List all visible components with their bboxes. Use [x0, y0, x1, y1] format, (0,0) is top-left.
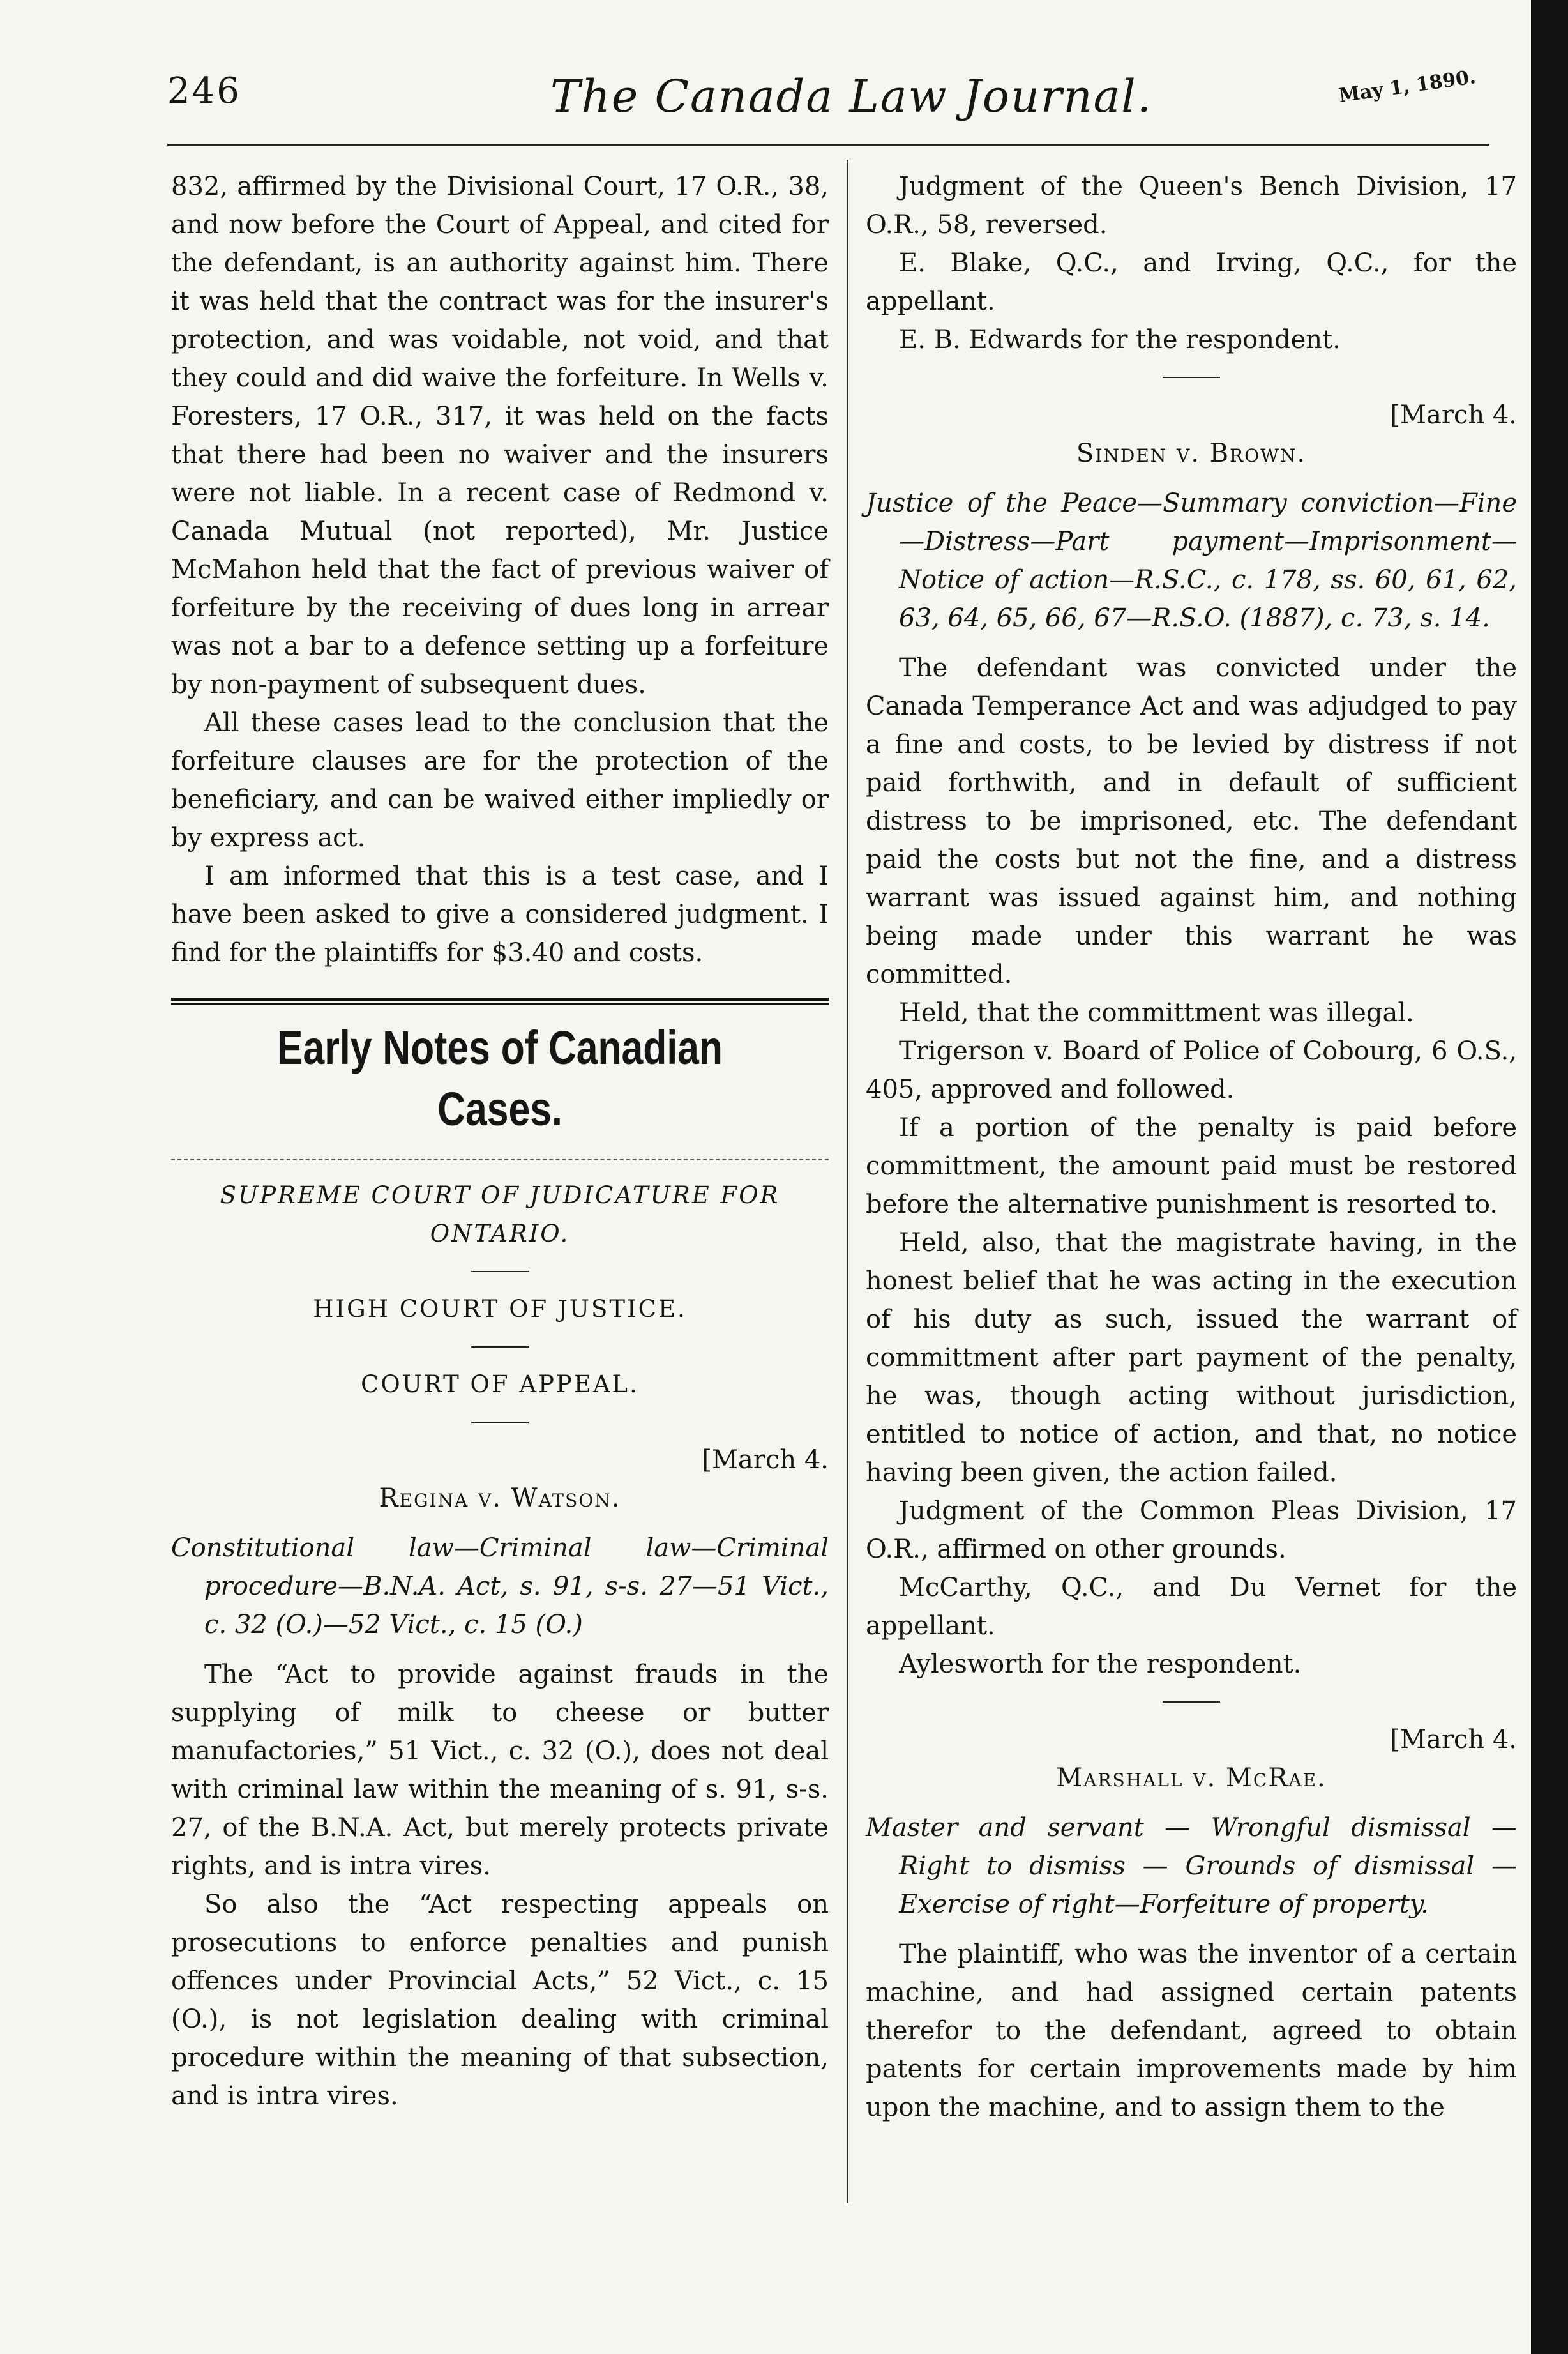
page-edge-shadow	[1531, 0, 1568, 2354]
paragraph: E. B. Edwards for the respondent.	[899, 325, 1341, 354]
case-title: Sinden v. Brown.	[1076, 439, 1307, 468]
header-rule	[167, 144, 1489, 146]
paragraph: 832, affirmed by the Divisional Court, 17 O.R., 38, and now before the Court of Appeal, and cited for the defendant, is an authority against him. There it was held that the contract was for the insurer's protection, and was voidable, not void, and that they could and did waive the forfeiture. In Wells v. Foresters, 17 O.R., 317, it was held on the facts that there had been no waiver and the insurers were not liable. In a recent case of Redmond v. Canada Mutual (not reported), Mr. Justice McMahon held that the fact of previous waiver of forfeiture by the receiving of dues long in arrear was not a bar to a defence setting up a forfeiture by non-payment of subsequent dues.	[171, 172, 829, 699]
paragraph: I am informed that this is a test case, and I have been asked to give a considered judgment. I find for the plaintiffs for $3.40 and costs.	[171, 862, 829, 968]
paragraph: The “Act to provide against frauds in the supplying of milk to cheese or butter manufactories,” 51 Vict., c. 32 (O.), does not deal with criminal law within the meaning of s. 91, s-s. 27, of the B.N.A. Act, but merely protects private rights, and is intra vires.	[171, 1660, 829, 1881]
journal-title: The Canada Law Journal.	[550, 70, 1152, 123]
section-rule-dotted	[171, 1159, 829, 1160]
case-date: [March 4.	[1390, 1725, 1517, 1754]
case-date: [March 4.	[702, 1445, 829, 1475]
paragraph: The plaintiff, who was the inventor of a certain machine, and had assigned certain patents therefor to the defendant, agreed to obtain patents for certain improvements made by him upon the machine, and to assign them to the	[866, 1940, 1517, 2122]
paragraph: Held, that the committment was illegal.	[899, 998, 1414, 1028]
page-number: 246	[167, 70, 241, 112]
high-court-heading: HIGH COURT OF JUSTICE.	[313, 1295, 687, 1323]
paragraph: Aylesworth for the respondent.	[899, 1650, 1302, 1679]
section-rule-thin	[171, 1003, 829, 1005]
paragraph: All these cases lead to the conclusion that the forfeiture clauses are for the protection of the beneficiary, and can be waived either impliedly or by express act.	[171, 708, 829, 853]
paragraph: Judgment of the Queen's Bench Division, 17 O.R., 58, reversed.	[866, 172, 1517, 239]
issue-date: May 1, 1890.	[1337, 66, 1477, 107]
case-headnote: Constitutional law—Criminal law—Criminal procedure—B.N.A. Act, s. 91, s-s. 27—51 Vict., c. 32 (O.)—52 Vict., c. 15 (O.)	[171, 1533, 829, 1639]
left-column	[171, 167, 829, 2115]
short-rule	[1163, 377, 1220, 378]
paragraph: Judgment of the Common Pleas Division, 17 O.R., affirmed on other grounds.	[866, 1496, 1517, 1564]
page-header	[167, 66, 1477, 134]
court-heading: SUPREME COURT OF JUDICATURE FOR ONTARIO.	[220, 1181, 780, 1247]
section-rule-thick	[171, 998, 829, 1001]
paragraph: Held, also, that the magistrate having, in the honest belief that he was acting in the execution of his duty as such, issued the warrant of committment after part payment of the penalty, he was, though acting without jurisdiction, entitled to notice of action, and that, no notice having been given, the action failed.	[866, 1228, 1517, 1487]
section-title: Early Notes of Canadian Cases.	[277, 1021, 723, 1135]
case-title: Marshall v. McRae.	[1056, 1763, 1327, 1793]
appeal-court-heading: COURT OF APPEAL.	[361, 1371, 639, 1398]
paragraph: McCarthy, Q.C., and Du Vernet for the appellant.	[866, 1573, 1517, 1641]
column-divider	[847, 160, 848, 2203]
case-title: Regina v. Watson.	[379, 1484, 621, 1513]
case-headnote: Master and servant — Wrongful dismissal — Right to dismiss — Grounds of dismissal — Exercise of right—Forfeiture of property.	[866, 1813, 1517, 1919]
short-rule	[471, 1422, 529, 1423]
right-column	[866, 167, 1517, 2127]
paragraph: E. Blake, Q.C., and Irving, Q.C., for the appellant.	[866, 248, 1517, 316]
paragraph: If a portion of the penalty is paid before committment, the amount paid must be restored before the alternative punishment is resorted to.	[866, 1113, 1517, 1219]
short-rule	[471, 1346, 529, 1348]
paragraph: Trigerson v. Board of Police of Cobourg, 6 O.S., 405, approved and followed.	[866, 1037, 1517, 1104]
short-rule	[471, 1271, 529, 1272]
paragraph: So also the “Act respecting appeals on prosecutions to enforce penalties and punish offences under Provincial Acts,” 52 Vict., c. 15 (O.), is not legislation dealing with criminal procedure within the meaning of that subsection, and is intra vires.	[171, 1890, 829, 2111]
case-date: [March 4.	[1390, 400, 1517, 430]
paragraph: The defendant was convicted under the Canada Temperance Act and was adjudged to pay a fine and costs, to be levied by distress if not paid forthwith, and in default of sufficient distress to be imprisoned, etc. The defendant paid the costs but not the fine, and a distress warrant was issued against him, and nothing being made under this warrant he was committed.	[866, 653, 1517, 989]
case-headnote: Justice of the Peace—Summary conviction—Fine—Distress—Part payment—Imprisonment—Notice of action—R.S.C., c. 178, ss. 60, 61, 62, 63, 64, 65, 66, 67—R.S.O. (1887), c. 73, s. 14.	[866, 489, 1517, 633]
short-rule	[1163, 1701, 1220, 1703]
